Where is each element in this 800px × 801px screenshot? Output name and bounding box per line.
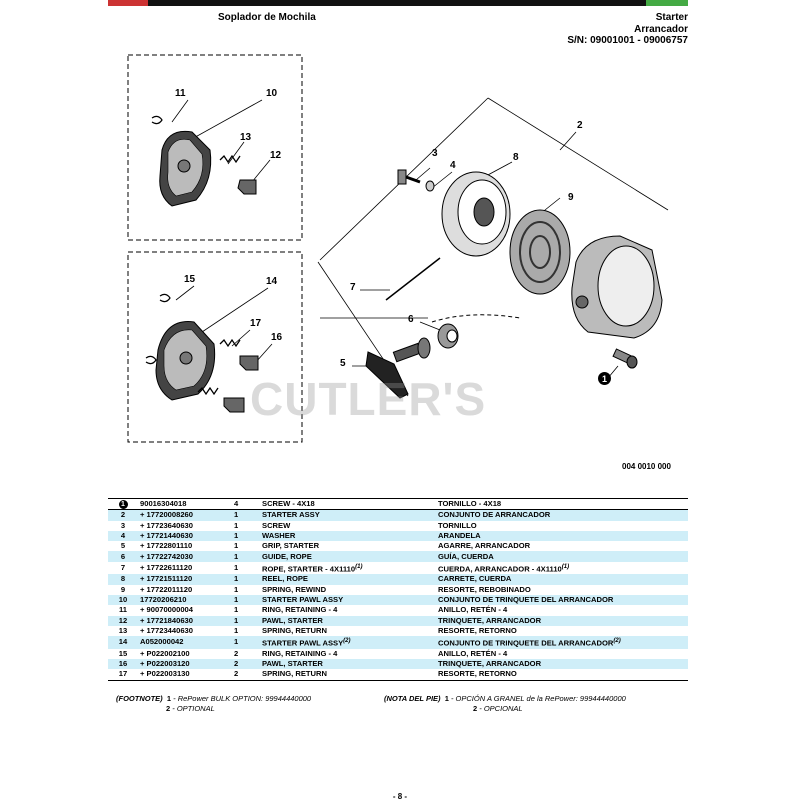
table-row (108, 669, 688, 680)
footnote-en-2 (166, 704, 215, 713)
callout-1: 1 (598, 372, 611, 385)
ref-number: 17 (108, 669, 138, 680)
part-number: + 17722742030 (138, 551, 232, 561)
quantity: 1 (234, 520, 239, 530)
description-en-text: RING, RETAINING - 4 (262, 648, 338, 658)
page-number: - 8 - (392, 792, 408, 801)
description-es-text: RESORTE, RETORNO (438, 669, 517, 679)
footnote-es (384, 694, 626, 703)
description-es-footnote-ref: (2) (613, 638, 621, 645)
callout-12: 12 (270, 150, 282, 161)
description-es-footnote-ref: (1) (561, 563, 570, 570)
description-es-text: ARANDELA (438, 531, 481, 541)
table-row (108, 562, 688, 575)
housing-screw (613, 349, 637, 368)
part-number: + 17722611120 (140, 563, 193, 573)
table-row (108, 616, 688, 626)
table-row (108, 605, 688, 615)
footnote-en-label: (FOOTNOTE) (116, 694, 163, 703)
description-es-text: ANILLO, RETÉN - 4 (438, 648, 508, 658)
description-en-text: SPRING, REWIND (262, 584, 327, 594)
part-number: + 17722011120 (140, 584, 193, 594)
table-row (108, 574, 688, 584)
part-number: + 17723640630 (140, 520, 194, 530)
table-row (108, 649, 688, 659)
quantity: 1 (232, 636, 260, 649)
table-row (108, 626, 688, 636)
quantity: 1 (234, 584, 239, 594)
description-es-text: GUÍA, CUERDA (438, 551, 494, 561)
ref-number: 8 (108, 574, 138, 584)
description-es-text: TRINQUETE, ARRANCADOR (438, 659, 542, 669)
footnote-es-1-num: 1 (444, 694, 449, 703)
quantity: 1 (234, 541, 239, 551)
callout-16: 16 (271, 332, 283, 343)
description-en-text: STARTER ASSY (262, 510, 320, 520)
quantity: 2 (234, 648, 239, 658)
description-en-text: SPRING, RETURN (262, 669, 327, 679)
description-en (260, 605, 436, 615)
description-es-text: TRINQUETE, ARRANCADOR (438, 615, 542, 625)
description-es-text: TORNILLO - 4X18 (438, 499, 502, 509)
description-es-text: RESORTE, RETORNO (438, 625, 517, 635)
ref-number: 3 (120, 520, 126, 530)
description-es-text: AGARRE, ARRANCADOR (438, 541, 531, 551)
ref-number: 14 (108, 636, 138, 649)
table-row (108, 636, 688, 649)
description-en-text: STARTER PAWL ASSY (262, 638, 344, 648)
description-en-text: SPRING, RETURN (262, 625, 327, 635)
description-en-text: PAWL, STARTER (262, 615, 323, 625)
callout-15: 15 (184, 274, 196, 285)
watermark: CUTLER'S (250, 373, 487, 425)
footnote-es-1-text: - OPCIÓN A GRANEL de la RePower: 99944440000 (450, 694, 626, 703)
callout-1-wrapper (598, 372, 611, 385)
description-es (436, 616, 688, 626)
description-en (260, 499, 436, 510)
part-number: + 17721840630 (138, 616, 232, 626)
table-row (108, 551, 688, 561)
serial-range: S/N: 09001001 - 09006757 (567, 35, 688, 46)
footnote-en-2-num: 2 (166, 704, 171, 713)
description-en-footnote-ref: (1) (355, 563, 363, 570)
callout-11: 11 (175, 88, 186, 99)
part-number: + 17720008260 (138, 510, 232, 521)
description-es-text: RESORTE, REBOBINADO (438, 584, 531, 594)
description-es-text: TORNILLO (438, 520, 477, 530)
table-row (108, 541, 688, 551)
ref-number: 7 (120, 563, 126, 573)
callout-13: 13 (240, 132, 252, 143)
ref-number: 6 (108, 551, 138, 561)
quantity: 1 (234, 605, 239, 615)
description-en-text: PAWL, STARTER (262, 659, 323, 669)
pawl-plate-lower (146, 294, 258, 412)
part-number: 90016304018 (138, 499, 232, 510)
description-en-text: RING, RETAINING - 4 (262, 605, 338, 615)
description-en (260, 595, 436, 605)
description-es (436, 636, 688, 649)
table-row (108, 595, 688, 605)
description-es (436, 585, 688, 595)
footnote-es-2 (473, 704, 523, 713)
description-en-footnote-ref: (2) (343, 638, 351, 645)
table-row (108, 659, 688, 669)
pawl-assy-box-upper (128, 55, 302, 240)
starter-rope (386, 258, 440, 300)
pawl-plate-upper (152, 116, 256, 206)
section-title-en: Starter (655, 12, 688, 23)
section-title-es: Arrancador (634, 23, 688, 35)
ref-number: 2 (108, 510, 138, 521)
ref-number: 10 (108, 595, 138, 605)
callout-2: 2 (577, 120, 583, 131)
callout-14: 14 (266, 276, 278, 287)
callout-10: 10 (266, 88, 278, 99)
part-number: + 17721440630 (138, 531, 232, 541)
quantity: 1 (232, 551, 260, 561)
ref-number (108, 499, 138, 510)
quantity: 2 (232, 669, 260, 680)
ref-number: 12 (108, 616, 138, 626)
quantity: 1 (232, 595, 260, 605)
starter-housing (572, 236, 662, 338)
description-es (436, 659, 688, 669)
quantity: 1 (234, 563, 239, 573)
description-en-text: GRIP, STARTER (262, 541, 320, 551)
description-es (436, 541, 688, 551)
description-en-text: REEL, ROPE (262, 574, 308, 584)
description-en (260, 541, 436, 551)
rewind-spring (510, 210, 570, 294)
part-number: + P022003130 (138, 669, 232, 680)
ref-number: 11 (118, 605, 128, 615)
callout-5: 5 (340, 358, 346, 369)
description-en-text: GUIDE, ROPE (262, 551, 312, 561)
description-es-text: CONJUNTO DE ARRANCADOR (438, 510, 551, 520)
description-en (260, 585, 436, 595)
ref-number: 5 (120, 541, 126, 551)
description-en (260, 616, 436, 626)
description-es (436, 574, 688, 584)
starter-screw (398, 170, 434, 191)
footnote-en-1-num: 1 (166, 694, 172, 703)
quantity: 1 (232, 616, 260, 626)
callout-9: 9 (568, 192, 574, 203)
callout-3: 3 (432, 148, 438, 159)
description-es-text: CONJUNTO DE TRINQUETE DEL ARRANCADOR (438, 595, 614, 605)
description-es-text: CUERDA, ARRANCADOR - 4X1110 (438, 564, 562, 574)
table-row (108, 585, 688, 595)
callout-7: 7 (350, 282, 356, 293)
description-en-text: WASHER (262, 531, 296, 541)
part-number: + P022002100 (140, 648, 190, 658)
description-en (260, 574, 436, 584)
description-en-text: ROPE, STARTER - 4X1110 (262, 564, 356, 574)
model-title: Soplador de Mochila (218, 12, 316, 23)
quantity: 1 (232, 510, 260, 521)
description-en (260, 659, 436, 669)
part-number: + 17723440630 (140, 625, 194, 635)
table-row (108, 499, 688, 510)
description-es (436, 626, 688, 636)
footnote-en-2-text: - OPTIONAL (172, 704, 215, 713)
description-en-text: SCREW - 4X18 (262, 499, 315, 509)
ref-number: 15 (118, 648, 128, 658)
description-en-text: SCREW (262, 520, 291, 530)
footnote-es-2-text: - OPCIONAL (479, 704, 523, 713)
ref-number: 9 (120, 584, 126, 594)
parts-table (108, 498, 688, 681)
description-es (436, 669, 688, 680)
ref-number: 13 (118, 625, 128, 635)
ref-number: 16 (108, 659, 138, 669)
part-number: + 17721511120 (138, 574, 232, 584)
description-en (260, 531, 436, 541)
description-es-text: CONJUNTO DE TRINQUETE DEL ARRANCADOR (438, 638, 614, 648)
description-en (260, 626, 436, 636)
description-es (436, 595, 688, 605)
callout-8: 8 (513, 152, 519, 163)
table-row (108, 510, 688, 521)
table-row (108, 521, 688, 531)
description-en (260, 551, 436, 561)
footnote-en (116, 694, 311, 703)
callout-4: 4 (450, 160, 456, 171)
quantity: 4 (232, 499, 260, 510)
quantity: 2 (232, 659, 260, 669)
rope-reel (442, 172, 510, 256)
rope-guide (438, 324, 458, 348)
description-en (260, 562, 436, 575)
description-es (436, 551, 688, 561)
table-row (108, 531, 688, 541)
description-es (436, 649, 688, 659)
description-en (260, 649, 436, 659)
quantity: 1 (232, 574, 260, 584)
quantity: 1 (232, 531, 260, 541)
description-en (260, 510, 436, 521)
description-es-text: ANILLO, RETÉN - 4 (438, 605, 508, 615)
description-en (260, 521, 436, 531)
part-number: + P022003120 (138, 659, 232, 669)
description-es (436, 605, 688, 615)
part-number: A052000042 (138, 636, 232, 649)
callout-17: 17 (250, 318, 262, 329)
figure-id: 004 0010 000 (622, 462, 671, 471)
footnote-es-label: (NOTA DEL PIE) (384, 694, 441, 703)
part-number: 17720206210 (138, 595, 232, 605)
ref-bullet: 1 (119, 500, 128, 509)
part-number: + 90070000004 (140, 605, 194, 615)
parts-table-body (108, 499, 688, 681)
quantity: 1 (234, 625, 239, 635)
ref-number: 4 (108, 531, 138, 541)
callout-6: 6 (408, 314, 414, 325)
description-en (260, 636, 436, 649)
rope-path-dashed (432, 315, 520, 322)
description-en-text: STARTER PAWL ASSY (262, 595, 344, 605)
description-es-text: CARRETE, CUERDA (438, 574, 512, 584)
description-es (436, 521, 688, 531)
part-number: + 17722801110 (140, 541, 193, 551)
description-es (436, 510, 688, 521)
description-es (436, 499, 688, 510)
description-en (260, 669, 436, 680)
description-es (436, 531, 688, 541)
description-es (436, 562, 688, 575)
footnote-en-1-text: - RePower BULK OPTION: 99944440000 (173, 694, 312, 703)
footnote-es-2-num: 2 (473, 704, 478, 713)
